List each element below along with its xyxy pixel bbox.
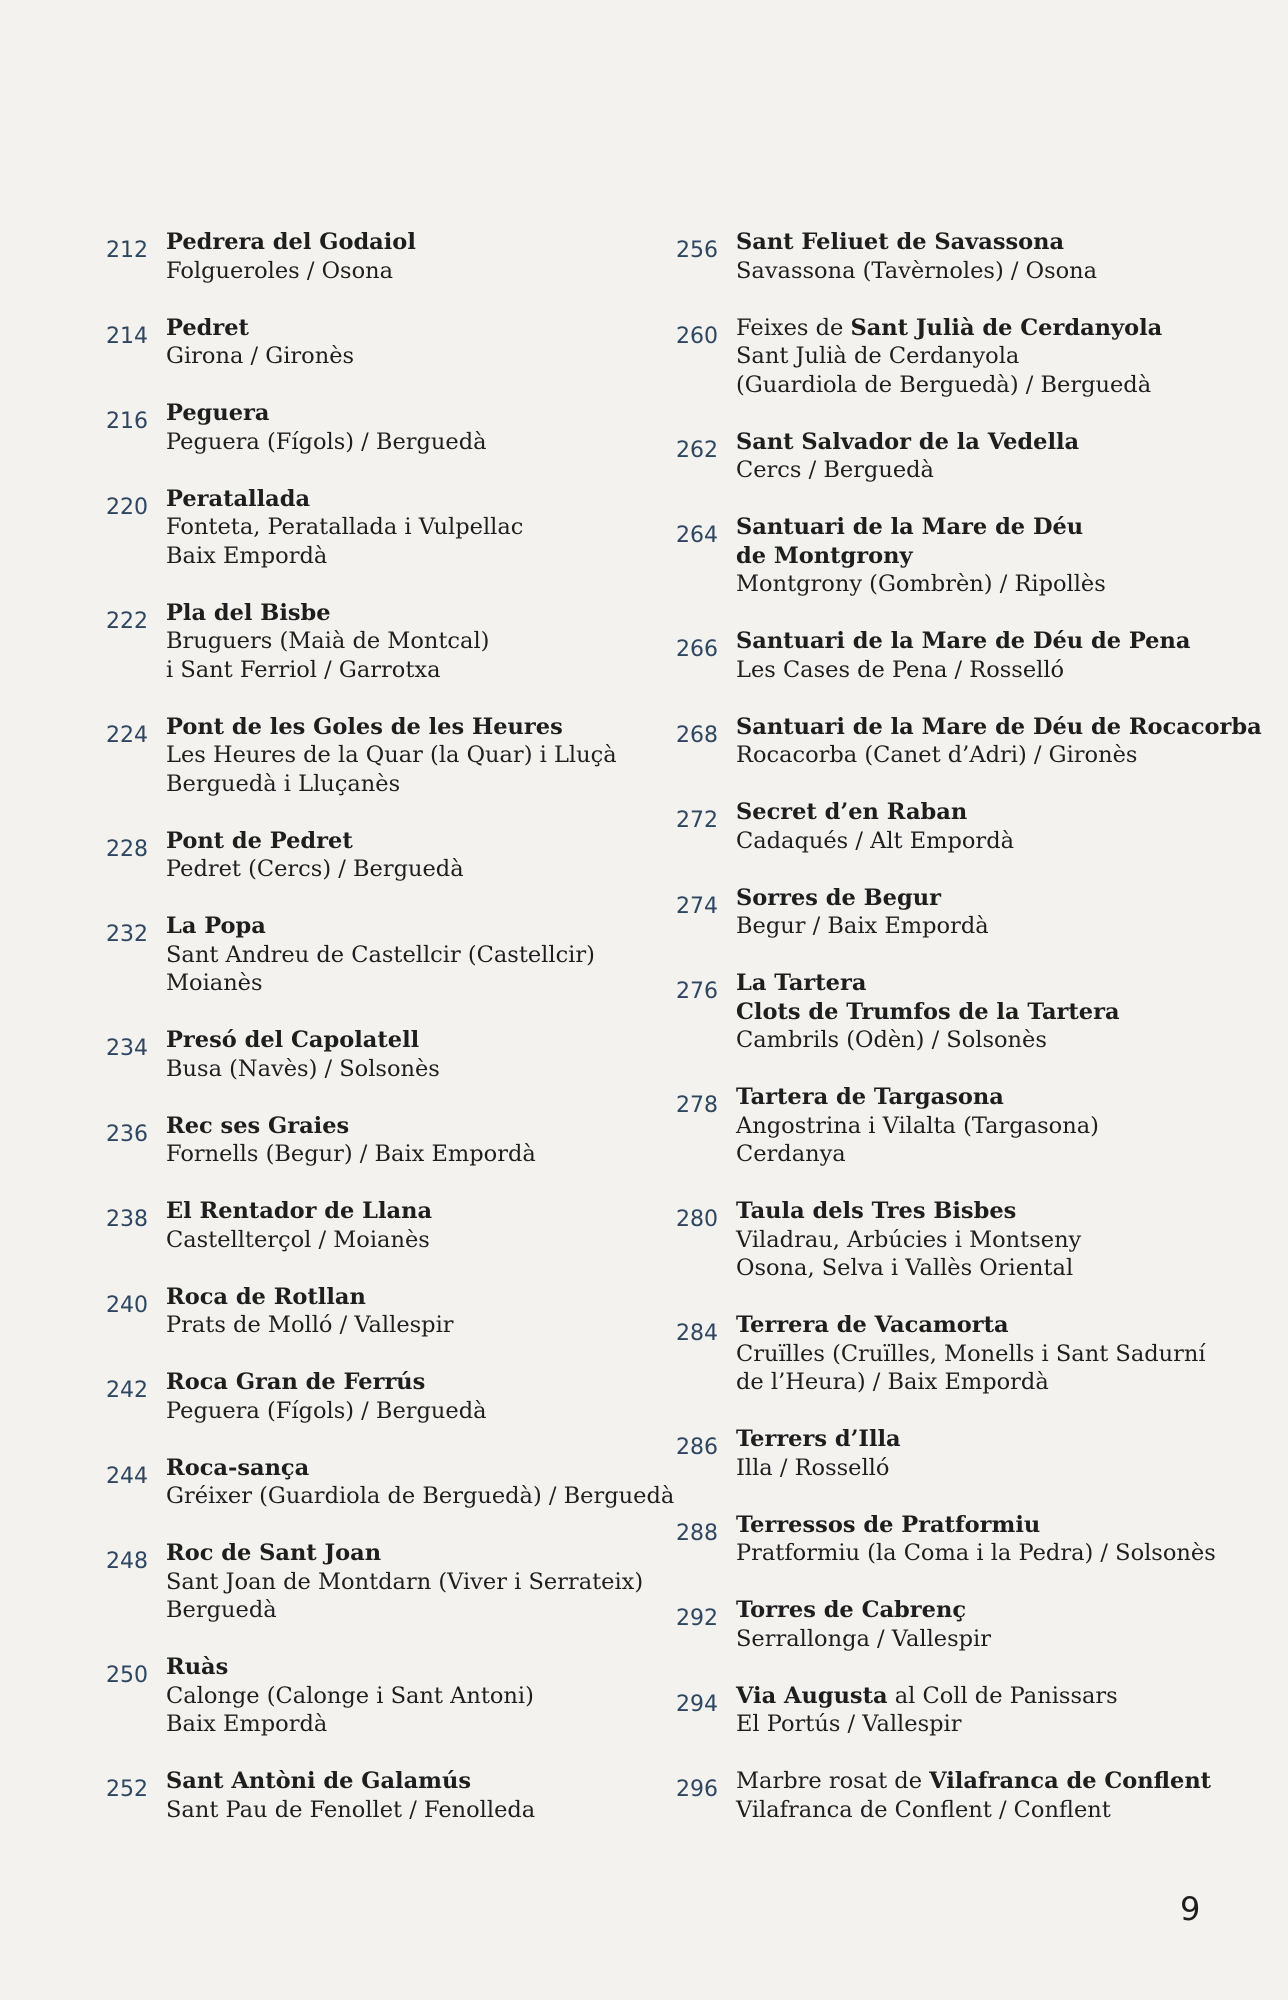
entry-location-line [736, 456, 1268, 485]
entry-page-number: 244 [106, 1463, 148, 1489]
bold-segment: Pont de les Goles de les Heures [166, 713, 563, 740]
entry-title-line [166, 485, 658, 514]
entry-location-line [166, 1682, 658, 1711]
entry-page-number: 276 [676, 979, 718, 1004]
entry-title-line [166, 1767, 658, 1796]
entry-location-line [166, 969, 658, 998]
entry-page-number: 248 [106, 1549, 148, 1574]
entry-page-number: 284 [676, 1321, 718, 1346]
entry-page-number: 256 [676, 238, 718, 263]
entry-title-line [166, 1283, 658, 1312]
entry-title-line [166, 1539, 658, 1568]
entry-text [166, 713, 658, 799]
entry-text [166, 599, 658, 685]
text-segment: Bruguers (Maià de Montcal) [166, 628, 490, 654]
entry-location-line [166, 1568, 658, 1597]
index-entry [98, 1454, 675, 1511]
text-segment: Peguera (Fígols) / Berguedà [166, 428, 487, 455]
entry-page-number: 212 [106, 238, 148, 263]
bold-segment: Peguera [166, 400, 270, 426]
bold-segment: Santuari de la Mare de Déu de Pena [736, 628, 1191, 654]
entry-page-number: 234 [106, 1036, 148, 1061]
entry-location-line [736, 1254, 1268, 1283]
entry-text [736, 1596, 1268, 1653]
index-entry [668, 1425, 1268, 1482]
entry-title-line [166, 1368, 658, 1397]
text-segment: Cruïlles (Cruïlles, Monells i Sant Sadurní [736, 1340, 1206, 1367]
text-segment: Pedret (Cercs) / Berguedà [166, 856, 464, 882]
text-segment: Illa / Rosselló [736, 1454, 890, 1481]
text-segment: Cerdanya [736, 1141, 846, 1167]
entry-location-line [736, 998, 1268, 1027]
entry-title-line [166, 827, 658, 856]
entry-location-line [736, 1226, 1268, 1255]
entry-text [166, 314, 658, 371]
entry-page-number: 296 [676, 1777, 718, 1802]
text-segment: Montgrony (Gombrèn) / Ripollès [736, 571, 1106, 597]
entry-location-line [736, 342, 1268, 371]
entry-title-line [736, 1767, 1268, 1796]
text-segment: Cambrils (Odèn) / Solsonès [736, 1027, 1047, 1053]
entry-page-number: 242 [106, 1378, 148, 1403]
entry-title-line [736, 1083, 1268, 1112]
entry-location-line [736, 257, 1268, 286]
text-segment: Berguedà i Lluçanès [166, 770, 401, 797]
text-segment: Savassona (Tavèrnoles) / Osona [736, 257, 1098, 284]
entry-location-line [166, 741, 658, 770]
index-entry [98, 912, 658, 998]
entry-title-line [736, 798, 1268, 827]
text-segment: Busa (Navès) / Solsonès [166, 1055, 440, 1082]
text-segment: Baix Empordà [166, 542, 328, 569]
bold-segment: Sant Julià de Cerdanyola [850, 314, 1163, 341]
entry-page-number: 262 [676, 437, 718, 463]
entry-page-number: 250 [106, 1663, 148, 1688]
text-segment: Fonteta, Peratallada i Vulpellac [166, 514, 524, 540]
index-entry [98, 314, 658, 371]
bold-segment: Presó del Capolatell [166, 1027, 420, 1053]
index-entry [98, 1368, 658, 1425]
entry-location-line [736, 1340, 1268, 1369]
bold-segment: Via Augusta [736, 1682, 888, 1709]
entry-location-line [166, 513, 658, 542]
bold-segment: Peratallada [166, 485, 311, 512]
index-entry [668, 428, 1268, 485]
entry-page-number: 214 [106, 323, 148, 349]
text-segment: El Portús / Vallespir [736, 1711, 962, 1737]
entry-location-line [166, 656, 658, 685]
entry-location-line [736, 1140, 1268, 1169]
entry-location-line [166, 1311, 658, 1340]
bold-segment: Santuari de la Mare de Déu [736, 514, 1084, 540]
entry-page-number: 238 [106, 1207, 148, 1232]
entry-title-line [736, 513, 1268, 542]
bold-segment: Terrers d’Illa [736, 1426, 901, 1452]
index-entry [668, 627, 1268, 684]
entry-location-line [166, 257, 658, 286]
text-segment: Feixes de [736, 314, 851, 341]
index-entry [98, 1539, 658, 1625]
index-entry [668, 1682, 1268, 1739]
entry-title-line [736, 627, 1268, 656]
entry-location-line [166, 855, 658, 884]
bold-segment: Terrera de Vacamorta [736, 1312, 1009, 1338]
index-entry [98, 399, 658, 456]
entry-text [166, 1026, 658, 1083]
entry-location-line [736, 1112, 1268, 1141]
entry-location-line [166, 1596, 658, 1625]
bold-segment: La Popa [166, 913, 266, 939]
bold-segment: Rec ses Graies [166, 1112, 350, 1139]
entry-page-number: 240 [106, 1292, 148, 1318]
index-entry [668, 969, 1268, 1055]
entry-location-line [166, 1710, 658, 1739]
entry-title-line [166, 1112, 658, 1141]
entry-text [736, 884, 1268, 941]
bold-segment: La Tartera [736, 970, 867, 996]
entry-page-number: 236 [106, 1121, 148, 1147]
entry-location-line [736, 1026, 1268, 1055]
bold-segment: Ruàs [166, 1654, 229, 1680]
entry-page-number: 260 [676, 323, 718, 349]
entry-text [166, 485, 658, 571]
entry-text [166, 1283, 658, 1340]
entry-text [736, 1197, 1268, 1283]
entry-location-line [166, 1140, 658, 1169]
bold-segment: Vilafranca de Conflent [929, 1768, 1212, 1794]
entry-text [736, 1083, 1268, 1169]
bold-segment: Tartera de Targasona [736, 1084, 1004, 1110]
entry-title-line [166, 1454, 658, 1483]
index-entry [668, 884, 1268, 941]
entry-text [736, 1511, 1268, 1568]
index-entry [98, 1653, 658, 1739]
entry-title-line [736, 713, 1268, 742]
entry-page-number: 266 [676, 637, 718, 662]
text-segment: de l’Heura) / Baix Empordà [736, 1369, 1049, 1395]
bold-segment: de Montgrony [736, 542, 913, 569]
entry-location-line [166, 941, 658, 970]
bold-segment: Pont de Pedret [166, 827, 353, 854]
entry-page-number: 286 [676, 1435, 718, 1460]
entry-title-line [166, 314, 658, 343]
entry-text [736, 228, 1268, 285]
entry-location-line [736, 371, 1268, 400]
text-segment: Vilafranca de Conflent / Conflent [736, 1796, 1111, 1823]
text-segment: Osona, Selva i Vallès Oriental [736, 1255, 1074, 1281]
text-segment: Folgueroles / Osona [166, 257, 394, 284]
entry-page-number: 232 [106, 922, 148, 947]
entry-page-number: 292 [676, 1606, 718, 1631]
entry-location-line [736, 1796, 1268, 1825]
index-column-left [98, 228, 675, 1824]
entry-text [166, 1368, 658, 1425]
bold-segment: Roca de Rotllan [166, 1283, 366, 1310]
entry-text [736, 798, 1268, 855]
index-entry [668, 1511, 1268, 1568]
entry-location-line [166, 627, 658, 656]
bold-segment: Sant Feliuet de Savassona [736, 229, 1065, 255]
entry-page-number: 228 [106, 836, 148, 862]
bold-segment: Pla del Bisbe [166, 599, 331, 626]
entry-location-line [736, 827, 1268, 856]
text-segment: Girona / Gironès [166, 343, 355, 369]
entry-title-line [166, 713, 658, 742]
index-entry [98, 827, 658, 884]
bold-segment: Clots de Trumfos de la Tartera [736, 998, 1120, 1025]
entry-title-line [736, 1682, 1268, 1711]
entry-title-line [166, 1026, 658, 1055]
entry-text [166, 1653, 658, 1739]
text-segment: Serrallonga / Vallespir [736, 1625, 991, 1652]
entry-location-line [166, 542, 658, 571]
entry-location-line [736, 542, 1268, 571]
text-segment: Peguera (Fígols) / Berguedà [166, 1397, 487, 1424]
text-segment: Cadaqués / Alt Empordà [736, 827, 1015, 854]
entry-text [736, 1682, 1268, 1739]
entry-title-line [736, 884, 1268, 913]
entry-location-line [736, 1710, 1268, 1739]
entry-text [166, 1197, 658, 1254]
text-segment: Angostrina i Vilalta (Targasona) [736, 1112, 1099, 1139]
index-entry [668, 1083, 1268, 1169]
entry-location-line [166, 1482, 675, 1511]
index-entry [98, 1283, 658, 1340]
bold-segment: Secret d’en Raban [736, 799, 968, 825]
index-entry [98, 1197, 658, 1254]
entry-title-line [736, 1596, 1268, 1625]
text-segment: Calonge (Calonge i Sant Antoni) [166, 1682, 534, 1709]
text-segment: Pratformiu (la Coma i la Pedra) / Solsonès [736, 1540, 1216, 1566]
bold-segment: Sant Salvador de la Vedella [736, 428, 1080, 455]
text-segment: Prats de Molló / Vallespir [166, 1312, 454, 1338]
index-entry [98, 1026, 658, 1083]
bold-segment: Santuari de la Mare de Déu de Rocacorba [736, 713, 1262, 740]
entry-title-line [736, 1311, 1268, 1340]
entry-text [166, 399, 658, 456]
entry-location-line [166, 1055, 658, 1084]
entry-text [736, 969, 1268, 1055]
index-entry [98, 485, 658, 571]
entry-text [736, 428, 1268, 485]
entry-location-line [736, 1625, 1268, 1654]
entry-page-number: 280 [676, 1207, 718, 1232]
entry-page-number: 216 [106, 409, 148, 434]
entry-title-line [736, 1197, 1268, 1226]
entry-text [166, 912, 658, 998]
entry-text [166, 1539, 658, 1625]
entry-title-line [166, 1197, 658, 1226]
index-entry [668, 1311, 1268, 1397]
text-segment: Les Heures de la Quar (la Quar) i Lluçà [166, 742, 617, 768]
entry-page-number: 264 [676, 523, 718, 548]
index-entry [98, 1112, 658, 1169]
text-segment: Marbre rosat de [736, 1768, 930, 1794]
entry-location-line [736, 1368, 1268, 1397]
text-segment: Begur / Baix Empordà [736, 913, 989, 939]
index-entry [668, 314, 1268, 400]
bold-segment: Torres de Cabrenç [736, 1597, 967, 1623]
bold-segment: Sorres de Begur [736, 884, 941, 911]
text-segment: Berguedà [166, 1597, 277, 1623]
entry-text [166, 228, 658, 285]
text-segment: Sant Pau de Fenollet / Fenolleda [166, 1796, 536, 1823]
entry-location-line [166, 428, 658, 457]
entry-location-line [736, 912, 1268, 941]
entry-page-number: 252 [106, 1777, 148, 1802]
index-column-right [668, 228, 1268, 1824]
index-entry [668, 713, 1268, 770]
entry-location-line [166, 1226, 658, 1255]
bold-segment: Sant Antòni de Galamús [166, 1768, 472, 1794]
entry-title-line [736, 228, 1268, 257]
bold-segment: Pedrera del Godaiol [166, 229, 416, 255]
entry-page-number: 278 [676, 1093, 718, 1118]
index-entry [98, 228, 658, 285]
entry-title-line [166, 912, 658, 941]
entry-page-number: 288 [676, 1520, 718, 1546]
entry-title-line [736, 969, 1268, 998]
entry-page-number: 272 [676, 808, 718, 833]
entry-title-line [736, 314, 1268, 343]
text-segment: Cercs / Berguedà [736, 457, 934, 483]
index-entry [98, 713, 658, 799]
text-segment: i Sant Ferriol / Garrotxa [166, 656, 441, 683]
entry-text [736, 314, 1268, 400]
text-segment: Fornells (Begur) / Baix Empordà [166, 1141, 536, 1167]
text-segment: Sant Joan de Montdarn (Viver i Serrateix) [166, 1568, 644, 1595]
entry-location-line [166, 1397, 658, 1426]
entry-text [736, 713, 1268, 770]
text-segment: Gréixer (Guardiola de Berguedà) / Berguedà [166, 1483, 675, 1509]
text-segment: al Coll de Panissars [887, 1682, 1118, 1709]
text-segment: Moianès [166, 970, 263, 996]
entry-page-number: 224 [106, 722, 148, 748]
index-entry [668, 1767, 1268, 1824]
index-entry [668, 228, 1268, 285]
entry-page-number: 294 [676, 1691, 718, 1717]
entry-text [736, 1425, 1268, 1482]
entry-text [166, 1767, 658, 1824]
entry-location-line [736, 570, 1268, 599]
entry-location-line [736, 741, 1268, 770]
entry-title-line [166, 228, 658, 257]
entry-location-line [166, 1796, 658, 1825]
index-entry [668, 1596, 1268, 1653]
text-segment: Viladrau, Arbúcies i Montseny [736, 1226, 1082, 1253]
index-entry [668, 798, 1268, 855]
entry-page-number: 220 [106, 494, 148, 520]
entry-title-line [736, 1511, 1268, 1540]
bold-segment: Roca Gran de Ferrús [166, 1369, 426, 1395]
entry-title-line [166, 599, 658, 628]
bold-segment: El Rentador de Llana [166, 1198, 433, 1224]
entry-title-line [736, 428, 1268, 457]
entry-title-line [166, 1653, 658, 1682]
text-segment: Sant Andreu de Castellcir (Castellcir) [166, 941, 595, 968]
text-segment: Les Cases de Pena / Rosselló [736, 656, 1065, 683]
entry-text [736, 1767, 1268, 1824]
index-entry [98, 599, 658, 685]
text-segment: Rocacorba (Canet d’Adri) / Gironès [736, 742, 1138, 768]
index-entry [98, 1767, 658, 1824]
text-segment: Baix Empordà [166, 1711, 328, 1737]
index-entry [668, 513, 1268, 599]
entry-page-number: 222 [106, 608, 148, 634]
bold-segment: Roc de Sant Joan [166, 1540, 382, 1566]
page-number: 9 [1180, 1890, 1201, 1928]
entry-text [166, 827, 658, 884]
entry-page-number: 268 [676, 722, 718, 748]
entry-text [166, 1112, 658, 1169]
entry-title-line [166, 399, 658, 428]
entry-location-line [736, 1454, 1268, 1483]
entry-title-line [736, 1425, 1268, 1454]
text-segment: Castellterçol / Moianès [166, 1226, 430, 1253]
index-entry [668, 1197, 1268, 1283]
entry-text [166, 1454, 675, 1511]
entry-page-number: 274 [676, 893, 718, 919]
bold-segment: Roca-sança [166, 1454, 310, 1481]
entry-text [736, 627, 1268, 684]
entry-location-line [736, 656, 1268, 685]
entry-location-line [736, 1539, 1268, 1568]
entry-location-line [166, 770, 658, 799]
bold-segment: Terressos de Pratformiu [736, 1511, 1041, 1538]
entry-text [736, 513, 1268, 599]
entry-text [736, 1311, 1268, 1397]
bold-segment: Pedret [166, 314, 249, 341]
text-segment: Sant Julià de Cerdanyola [736, 343, 1020, 369]
entry-location-line [166, 342, 658, 371]
bold-segment: Taula dels Tres Bisbes [736, 1198, 1017, 1224]
text-segment: (Guardiola de Berguedà) / Berguedà [736, 371, 1152, 398]
